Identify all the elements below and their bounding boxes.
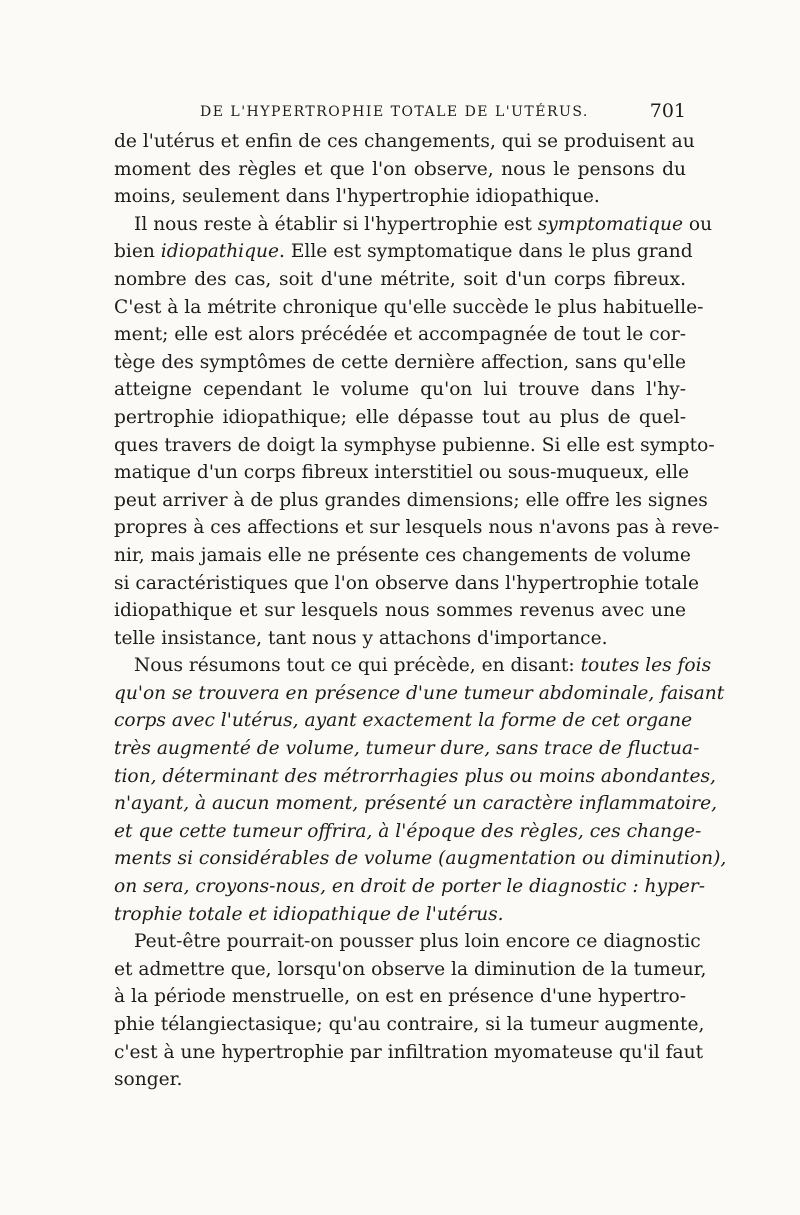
text-line: idiopathique et sur lesquels nous sommes revenus avec une <box>114 600 686 622</box>
text-line: moment des règles et que l'on observe, nous le pensons du <box>114 158 686 180</box>
emphasis-line: tion, déterminant des métrorrhagies plus ou moins abondantes, <box>114 765 716 787</box>
text-line <box>114 211 713 239</box>
text-line: matique d'un corps fibreux interstitiel ou sous-muqueux, elle <box>114 462 690 484</box>
text-run: . Elle est symptomatique dans le plus grand <box>279 241 693 263</box>
text-line: à la période menstruelle, on est en présence d'une hypertro- <box>114 986 686 1008</box>
emphasis-line: ments si considérables de volume (augmentation ou diminution), <box>114 848 727 870</box>
emphasis-line: n'ayant, à aucun moment, présenté un caractère inflammatoire, <box>114 793 717 815</box>
text-line: nombre des cas, soit d'une métrite, soit d'un corps fibreux. <box>114 268 686 290</box>
text-line: atteigne cependant le volume qu'on lui trouve dans l'hy- <box>114 379 686 401</box>
emphasis-text: toutes les fois <box>580 655 712 677</box>
paragraph-1 <box>114 128 695 211</box>
text-line: peut arriver à de plus grandes dimensions; elle offre les signes <box>114 489 708 511</box>
text-line <box>114 652 712 680</box>
text-line: si caractéristiques que l'on observe dans l'hypertrophie totale <box>114 572 699 594</box>
text-line: c'est à une hypertrophie par infiltration myomateuse qu'il faut <box>114 1041 704 1063</box>
emphasis-term: idiopathique <box>160 241 280 263</box>
text-run: bien <box>114 241 161 263</box>
text-line: telle insistance, tant nous y attachons d'importance. <box>114 627 608 649</box>
text-line: moins, seulement dans l'hypertrophie idiopathique. <box>114 186 600 208</box>
emphasis-line: très augmenté de volume, tumeur dure, sans trace de fluctua- <box>114 738 700 760</box>
emphasis-line: on sera, croyons-nous, en droit de porter le diagnostic : hyper- <box>114 876 706 898</box>
paragraph-2 <box>114 211 720 653</box>
text-line: ques travers de doigt la symphyse pubienne. Si elle est sympto- <box>114 434 715 456</box>
emphasis-term: symptomatique <box>537 213 683 235</box>
text-run: Nous résumons tout ce qui précède, en disant: <box>134 655 581 677</box>
paragraph-4 <box>114 928 707 1094</box>
text-line <box>114 238 693 266</box>
text-run: ou <box>683 213 713 235</box>
emphasis-line: qu'on se trouvera en présence d'une tumeur abdominale, faisant <box>114 682 725 704</box>
text-line: songer. <box>114 1069 183 1091</box>
emphasis-line: corps avec l'utérus, ayant exactement la forme de cet organe <box>114 710 693 732</box>
text-line: C'est à la métrite chronique qu'elle succède le plus habituelle- <box>114 296 704 318</box>
paragraph-3 <box>114 652 727 928</box>
text-run: Il nous reste à établir si l'hypertrophie est <box>134 213 538 235</box>
running-title: DE L'HYPERTROPHIE TOTALE DE L'UTÉRUS. <box>200 104 589 120</box>
emphasis-line: trophie totale et idiopathique de l'utérus. <box>114 903 504 925</box>
emphasis-line: et que cette tumeur offrira, à l'époque des règles, ces change- <box>114 820 702 842</box>
text-line: propres à ces affections et sur lesquels nous n'avons pas à reve- <box>114 517 720 539</box>
text-line: Peut-être pourrait-on pousser plus loin encore ce diagnostic <box>134 931 701 953</box>
text-line: de l'utérus et enfin de ces changements, qui se produisent au <box>114 131 695 152</box>
text-line: et admettre que, lorsqu'on observe la diminution de la tumeur, <box>114 958 707 980</box>
text-line: nir, mais jamais elle ne présente ces changements de volume <box>114 544 691 566</box>
text-line: tège des symptômes de cette dernière affection, sans qu'elle <box>114 351 686 373</box>
book-page <box>114 94 727 1094</box>
text-line: pertrophie idiopathique; elle dépasse tout au plus de quel- <box>114 406 686 428</box>
page-number: 701 <box>649 100 686 122</box>
text-line: phie télangiectasique; qu'au contraire, si la tumeur augmente, <box>114 1014 705 1035</box>
text-line: ment; elle est alors précédée et accompagnée de tout le cor- <box>114 324 686 346</box>
running-head <box>114 94 686 128</box>
body-text <box>114 128 727 1094</box>
